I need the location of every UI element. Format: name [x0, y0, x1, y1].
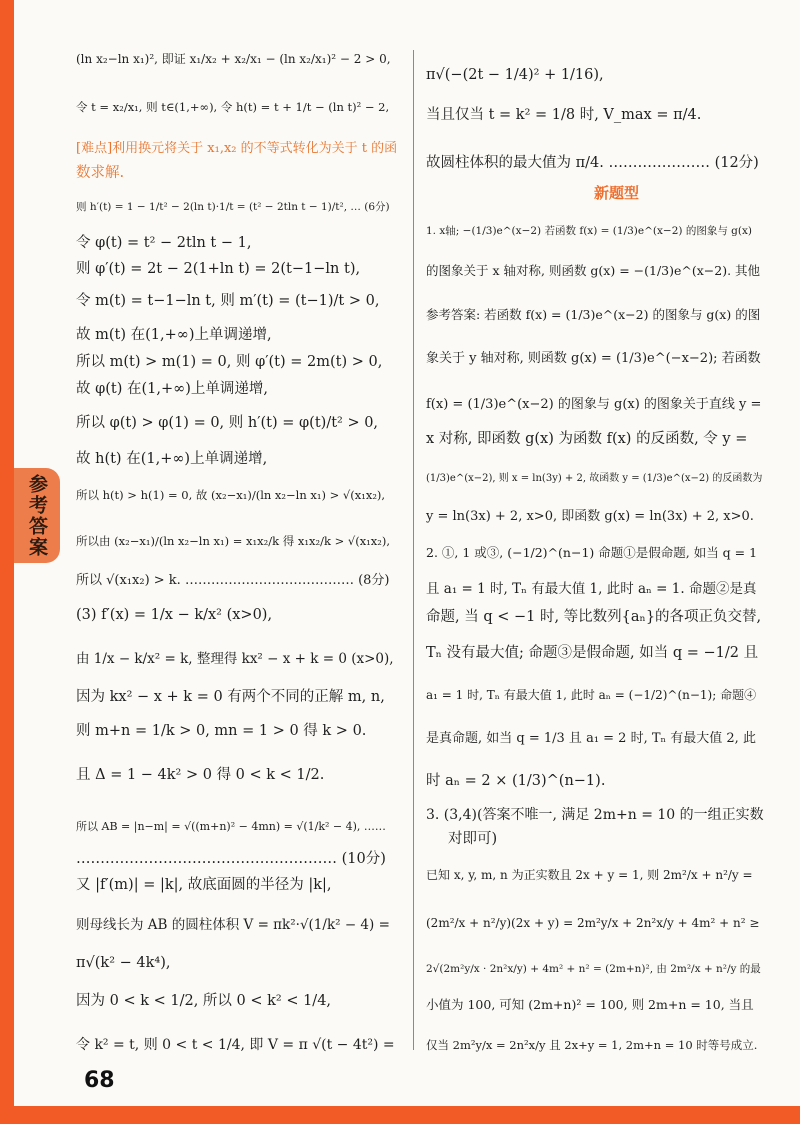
answer-1-line: (1/3)e^(x−2), 则 x = ln(3y) + 2, 故函数 y = (1/3)e^(x−2) 的反函数为 — [426, 473, 763, 484]
answer-3-line: 2√(2m²y/x · 2n²x/y) + 4m² + n² = (2m+n)², 由 2m²/x + n²/y 的最 — [426, 963, 761, 975]
answer-1-line: 1. x轴; −(1/3)e^(x−2) 若函数 f(x) = (1/3)e^(x−2) 的图象与 g(x) — [426, 225, 753, 237]
document-page — [14, 0, 800, 1106]
text-line: 故 φ(t) 在(1,+∞)上单调递增, — [76, 381, 268, 397]
text-line: 则母线长为 AB 的圆柱体积 V = πk²·√(1/k² − 4) = — [76, 917, 390, 933]
text-line: 则 h′(t) = 1 − 1/t² − 2(ln t)·1/t = (t² − 2tln t − 1)/t², … (6分) — [76, 201, 390, 213]
text-line: 故圆柱体积的最大值为 π/4. ………………… (12分) — [426, 155, 759, 171]
text-line: π√(−(2t − 1/4)² + 1/16), — [426, 67, 604, 83]
text-line: (ln x₂−ln x₁)², 即证 x₁/x₂ + x₂/x₁ − (ln x₂/x₁)² − 2 > 0, — [76, 52, 391, 66]
text-line: ……………………………………………… (10分) — [76, 851, 386, 867]
answer-2-line: Tₙ 没有最大值; 命题③是假命题, 如当 q = −1/2 且 — [426, 645, 759, 661]
section-title: 新题型 — [594, 184, 640, 202]
answer-3-line: 仅当 2m²y/x = 2n²x/y 且 2x+y = 1, 2m+n = 10 时等号成立. — [426, 1038, 758, 1052]
text-line: 故 h(t) 在(1,+∞)上单调递增, — [76, 451, 268, 467]
text-line: 则 m+n = 1/k > 0, mn = 1 > 0 得 k > 0. — [76, 723, 367, 739]
text-line: 令 φ(t) = t² − 2tln t − 1, — [76, 235, 252, 251]
text-line: 所以 AB = |n−m| = √((m+n)² − 4mn) = √(1/k² − 4), …… — [76, 820, 386, 833]
difficulty-note: [难点]利用换元将关于 x₁,x₂ 的不等式转化为关于 t 的函 — [76, 141, 398, 156]
text-line: π√(k² − 4k⁴), — [76, 955, 171, 971]
text-line: 所以 φ(t) > φ(1) = 0, 则 h′(t) = φ(t)/t² > 0, — [76, 415, 379, 431]
answer-3-line: 已知 x, y, m, n 为正实数且 2x + y = 1, 则 2m²/x + n²/y = — [426, 868, 753, 882]
answer-1-line: y = ln(3x) + 2, x>0, 即函数 g(x) = ln(3x) + 2, x>0. — [426, 509, 754, 524]
text-line: 因为 kx² − x + k = 0 有两个不同的正解 m, n, — [76, 689, 385, 705]
text-line: 令 k² = t, 则 0 < t < 1/4, 即 V = π √(t − 4t²) = — [76, 1037, 395, 1053]
text-line: 所以 m(t) > m(1) = 0, 则 φ′(t) = 2m(t) > 0, — [76, 354, 383, 370]
answer-1-line: f(x) = (1/3)e^(x−2) 的图象与 g(x) 的图象关于直线 y = — [426, 397, 762, 412]
text-line: 所以由 (x₂−x₁)/(ln x₂−ln x₁) = x₁x₂/k 得 x₁x₂/k > √(x₁x₂), — [76, 534, 391, 548]
answer-2-line: 时 aₙ = 2 × (1/3)^(n−1). — [426, 773, 606, 789]
answer-3-line: 小值为 100, 可知 (2m+n)² = 100, 则 2m+n = 10, 当且 — [426, 997, 754, 1012]
text-line: 由 1/x − k/x² = k, 整理得 kx² − x + k = 0 (x>0), — [76, 651, 394, 667]
answer-1-line: 参考答案: 若函数 f(x) = (1/3)e^(x−2) 的图象与 g(x) 的图 — [426, 307, 761, 322]
side-tab-answers: 参考答案 — [14, 468, 60, 563]
answer-2-line: 命题, 当 q < −1 时, 等比数列{aₙ}的各项正负交替, — [426, 609, 762, 625]
text-line: 又 |f′(m)| = |k|, 故底面圆的半径为 |k|, — [76, 877, 332, 893]
answer-1-line: x 对称, 即函数 g(x) 为函数 f(x) 的反函数, 令 y = — [426, 431, 748, 447]
text-line: (3) f′(x) = 1/x − k/x² (x>0), — [76, 607, 273, 623]
difficulty-note: 数求解. — [76, 165, 125, 181]
text-line: 且 Δ = 1 − 4k² > 0 得 0 < k < 1/2. — [76, 767, 325, 783]
text-line: 因为 0 < k < 1/2, 所以 0 < k² < 1/4, — [76, 993, 332, 1009]
text-line: 令 t = x₂/x₁, 则 t∈(1,+∞), 令 h(t) = t + 1/t − (ln t)² − 2, — [76, 100, 390, 114]
text-line: 所以 √(x₁x₂) > k. ………………………………… (8分) — [76, 573, 390, 588]
page-number: 68 — [84, 1068, 115, 1093]
answer-2-line: 是真命题, 如当 q = 1/3 且 a₁ = 2 时, Tₙ 有最大值 2, 此 — [426, 731, 756, 746]
text-line: 则 φ′(t) = 2t − 2(1+ln t) = 2(t−1−ln t), — [76, 261, 361, 277]
answer-2-line: 且 a₁ = 1 时, Tₙ 有最大值 1, 此时 aₙ = 1. 命题②是真 — [426, 581, 757, 597]
answer-3-line: 对即可) — [448, 831, 498, 847]
answer-2-line: 2. ①, 1 或③, (−1/2)^(n−1) 命题①是假命题, 如当 q = 1 — [426, 545, 758, 560]
answer-3-line: (2m²/x + n²/y)(2x + y) = 2m²y/x + 2n²x/y + 4m² + n² ≥ — [426, 916, 760, 930]
column-divider — [413, 50, 414, 1050]
answer-3-line: 3. (3,4)(答案不唯一, 满足 2m+n = 10 的一组正实数 — [426, 807, 764, 823]
answer-2-line: a₁ = 1 时, Tₙ 有最大值 1, 此时 aₙ = (−1/2)^(n−1); 命题④ — [426, 688, 757, 702]
answer-1-line: 象关于 y 轴对称, 则函数 g(x) = (1/3)e^(−x−2); 若函数 — [426, 351, 761, 366]
text-line: 当且仅当 t = k² = 1/8 时, V_max = π/4. — [426, 107, 702, 123]
answer-1-line: 的图象关于 x 轴对称, 则函数 g(x) = −(1/3)e^(x−2). 其他 — [426, 263, 761, 278]
text-line: 故 m(t) 在(1,+∞)上单调递增, — [76, 327, 272, 343]
text-line: 所以 h(t) > h(1) = 0, 故 (x₂−x₁)/(ln x₂−ln x₁) > √(x₁x₂), — [76, 488, 386, 502]
text-line: 令 m(t) = t−1−ln t, 则 m′(t) = (t−1)/t > 0, — [76, 293, 380, 309]
